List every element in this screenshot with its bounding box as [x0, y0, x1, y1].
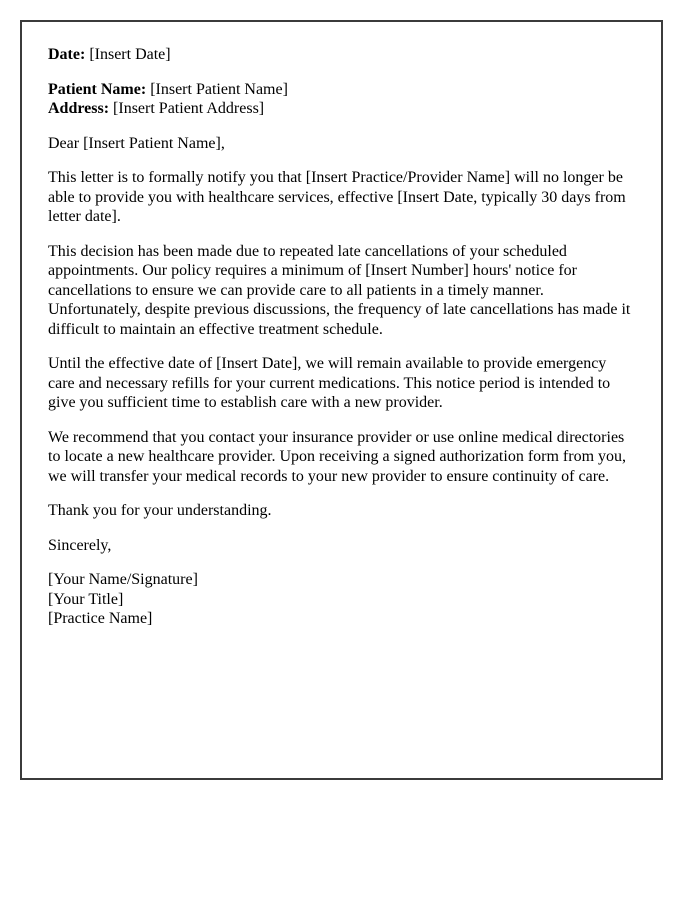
body-paragraph-2 [48, 242, 635, 340]
signoff-line: Sincerely, [48, 536, 112, 554]
body-line: This decision has been made due to repeated late cancellations of your scheduled [48, 242, 567, 260]
body-line: Unfortunately, despite previous discussions, the frequency of late cancellations has made it [48, 301, 631, 318]
address-label: Address: [48, 100, 110, 117]
closing-line: Thank you for your understanding. [48, 502, 272, 519]
salutation: Dear [Insert Patient Name], [48, 134, 225, 152]
patient-name-line [48, 81, 288, 98]
signature-block [48, 570, 635, 629]
body-line: Until the effective date of [Insert Date], we will remain available to provide emergency [48, 355, 607, 372]
patient-info-block [48, 80, 635, 119]
signature-practice-line: [Practice Name] [48, 610, 153, 627]
body-line: care and necessary refills for your current medications. This notice period is intended to [48, 374, 611, 392]
body-line: We recommend that you contact your insurance provider or use online medical directories [48, 428, 625, 446]
date-label: Date: [48, 46, 86, 63]
body-line: This letter is to formally notify you that [Insert Practice/Provider Name] will no longer be [48, 169, 623, 186]
signature-title-line: [Your Title] [48, 590, 124, 608]
date-line [48, 45, 635, 65]
body-line: difficult to maintain an effective treatment schedule. [48, 320, 383, 338]
signature-name-line: [Your Name/Signature] [48, 571, 198, 588]
body-line: appointments. Our policy requires a minimum of [Insert Number] hours' notice for [48, 262, 577, 279]
body-paragraph-1 [48, 168, 635, 227]
body-line: give you sufficient time to establish care with a new provider. [48, 394, 443, 411]
body-paragraph-4 [48, 428, 635, 487]
patient-name-label: Patient Name: [48, 80, 147, 98]
body-line: to locate a new healthcare provider. Upon receiving a signed authorization form from you, [48, 448, 627, 465]
address-value: [Insert Patient Address] [113, 100, 265, 117]
body-line: cancellations to ensure we can provide care to all patients in a timely manner. [48, 281, 544, 299]
body-paragraph-3 [48, 354, 635, 413]
body-line: we will transfer your medical records to your new provider to ensure continuity of care. [48, 467, 610, 485]
address-line [48, 100, 264, 117]
patient-name-value: [Insert Patient Name] [150, 80, 288, 98]
letter-document [20, 20, 663, 780]
body-line: letter date]. [48, 208, 121, 225]
date-value: [Insert Date] [89, 46, 171, 63]
body-line: able to provide you with healthcare services, effective [Insert Date, typically 30 days from [48, 188, 626, 206]
